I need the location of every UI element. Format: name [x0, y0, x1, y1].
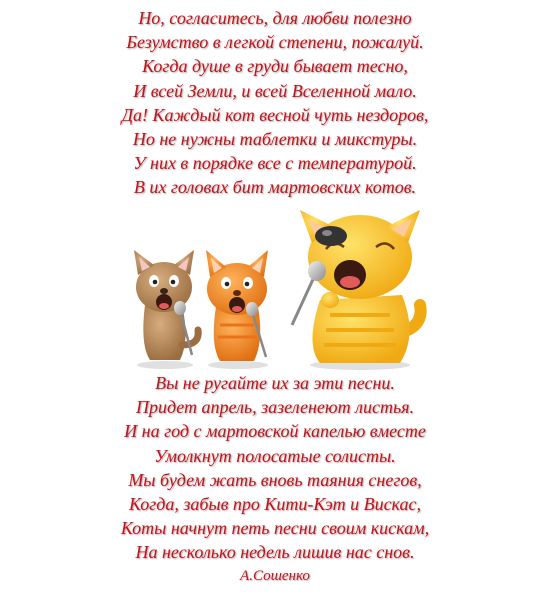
poem-line: Но не нужны таблетки и микстуры. [132, 129, 418, 150]
poem-line: Но, согласитесь, для любви полезно [138, 8, 412, 28]
poem-line: Когда душе в груди бывает тесно, [142, 56, 408, 77]
poem-line: На несколько недель лишив нас снов. [135, 542, 415, 563]
poem-stanza-2 [0, 371, 550, 565]
poem-line: Мы будем жать вновь таяния снегов, [128, 469, 422, 490]
singing-cats-illustration [120, 205, 440, 370]
yellow-cat-icon [292, 210, 421, 370]
poem-line: И на год с мартовской капелью вместе [124, 421, 426, 442]
poem-line: Придет апрель, зазеленеют листья. [135, 397, 415, 418]
poem-line: Да! Каждый кот весной чуть нездоров, [121, 104, 429, 125]
poem-line: Умолкнут полосатые солисты. [154, 445, 396, 466]
orange-cat-icon [206, 250, 268, 369]
author-signature: А.Сошенко [240, 568, 310, 584]
poem-stanza-1 [0, 6, 550, 200]
brown-cat-icon [134, 250, 198, 369]
poem-line: Коты начнут петь песни своим кискам, [120, 518, 430, 539]
poem-line: И всей Земли, и всей Вселенной мало. [133, 80, 417, 101]
poem-line: Вы не ругайте их за эти песни. [155, 373, 395, 393]
poem-line: Когда, забыв про Кити-Кэт и Вискас, [128, 494, 422, 515]
poem-line: Безумство в легкой степени, пожалуй. [126, 32, 424, 53]
poem-line: В их головах бит мартовских котов. [133, 177, 417, 198]
poem-line: У них в порядке все с температурой. [133, 153, 417, 174]
